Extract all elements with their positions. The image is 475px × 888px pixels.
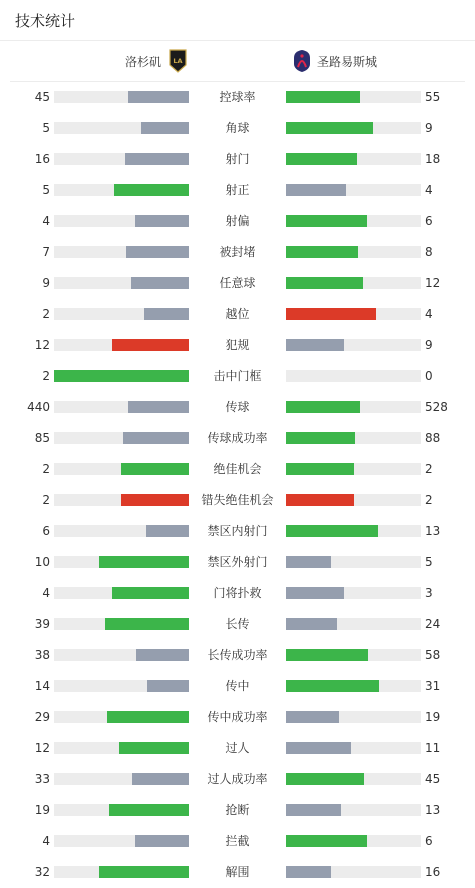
home-stat-bar-fill [125, 153, 189, 165]
away-stat-value: 4 [425, 307, 433, 321]
away-stat-value: 31 [425, 679, 441, 693]
home-stat-bar-fill [105, 618, 189, 630]
home-stat-bar [54, 711, 189, 723]
home-stat-value: 12 [34, 338, 50, 352]
stat-row [0, 732, 475, 763]
home-stat-bar-fill [135, 215, 189, 227]
home-stat-value: 19 [34, 803, 50, 817]
stat-row [0, 453, 475, 484]
stat-label: 犯规 [225, 338, 250, 352]
away-stat-bar-fill [286, 432, 355, 444]
home-stat-bar-fill [146, 525, 189, 537]
stat-label: 绝佳机会 [213, 462, 262, 476]
home-stat-bar [54, 804, 189, 816]
home-stat-bar [54, 463, 189, 475]
away-stat-bar [286, 866, 421, 878]
home-stat-bar-fill [141, 122, 189, 134]
away-stat-bar [286, 122, 421, 134]
away-stat-bar [286, 680, 421, 692]
away-stat-bar-fill [286, 246, 358, 258]
stat-row [0, 856, 475, 887]
away-stat-bar-fill [286, 773, 364, 785]
home-stat-bar [54, 866, 189, 878]
home-stat-value: 16 [34, 152, 50, 166]
home-stat-bar-fill [112, 587, 189, 599]
home-stat-bar-fill [147, 680, 189, 692]
stat-label: 抢断 [225, 803, 250, 817]
st-louis-city-crest-icon [293, 49, 311, 73]
home-stat-bar-fill [107, 711, 189, 723]
home-stat-value: 7 [42, 245, 50, 259]
home-stat-bar [54, 277, 189, 289]
away-stat-bar-fill [286, 277, 363, 289]
stat-label: 任意球 [219, 276, 256, 290]
away-stat-value: 18 [425, 152, 441, 166]
stat-row [0, 484, 475, 515]
away-stat-bar-fill [286, 494, 354, 506]
home-stat-value: 2 [42, 462, 50, 476]
stat-row [0, 360, 475, 391]
home-stat-bar-fill [54, 370, 189, 382]
home-stat-value: 4 [42, 214, 50, 228]
home-stat-bar [54, 401, 189, 413]
stat-label: 射门 [225, 152, 250, 166]
away-stat-bar [286, 835, 421, 847]
home-stat-bar [54, 773, 189, 785]
away-stat-value: 2 [425, 493, 433, 507]
away-team-name: 圣路易斯城 [317, 54, 378, 69]
home-stat-bar [54, 742, 189, 754]
away-stat-value: 0 [425, 369, 433, 383]
away-stat-bar [286, 153, 421, 165]
away-stat-bar-fill [286, 215, 367, 227]
stat-row [0, 236, 475, 267]
home-stat-bar [54, 215, 189, 227]
home-team-name: 洛杉矶 [124, 54, 161, 69]
home-stat-bar-fill [112, 339, 189, 351]
stat-row [0, 298, 475, 329]
away-stat-value: 3 [425, 586, 433, 600]
stat-label: 拦截 [225, 834, 250, 848]
teams-header [10, 41, 465, 82]
stat-label: 门将扑救 [213, 586, 262, 600]
away-stat-value: 88 [425, 431, 441, 445]
stat-row [0, 81, 475, 112]
home-stat-bar-fill [119, 742, 189, 754]
away-stat-bar-fill [286, 649, 368, 661]
away-stat-value: 6 [425, 214, 433, 228]
home-stat-bar [54, 587, 189, 599]
away-stat-bar [286, 91, 421, 103]
home-stat-value: 9 [42, 276, 50, 290]
home-stat-value: 5 [42, 183, 50, 197]
home-stat-bar-fill [132, 773, 189, 785]
away-stat-value: 4 [425, 183, 433, 197]
stat-row [0, 546, 475, 577]
stat-label: 越位 [225, 307, 250, 321]
stat-label: 过人 [225, 741, 250, 755]
away-stat-value: 11 [425, 741, 441, 755]
home-stat-bar [54, 91, 189, 103]
stat-row [0, 515, 475, 546]
home-stat-value: 4 [42, 586, 50, 600]
home-stat-bar [54, 618, 189, 630]
home-stat-bar-fill [121, 494, 189, 506]
away-stat-bar-fill [286, 463, 354, 475]
home-stat-value: 32 [34, 865, 50, 879]
away-stat-value: 528 [425, 400, 448, 414]
away-stat-bar [286, 339, 421, 351]
stat-row [0, 112, 475, 143]
svg-text:LA: LA [173, 57, 183, 65]
away-stat-bar [286, 618, 421, 630]
home-stat-value: 440 [27, 400, 50, 414]
home-team[interactable] [125, 48, 187, 74]
stat-label: 射偏 [225, 214, 250, 228]
home-stat-bar-fill [131, 277, 189, 289]
away-stat-bar [286, 432, 421, 444]
home-stat-value: 85 [34, 431, 50, 445]
stat-label: 传中成功率 [207, 710, 268, 724]
stat-row [0, 763, 475, 794]
away-stat-value: 9 [425, 338, 433, 352]
away-stat-bar-fill [286, 308, 376, 320]
away-stat-bar [286, 246, 421, 258]
away-stat-bar [286, 494, 421, 506]
home-stat-bar-fill [126, 246, 189, 258]
home-stat-value: 12 [34, 741, 50, 755]
stat-label: 控球率 [219, 90, 256, 104]
stat-row [0, 670, 475, 701]
away-stat-bar-fill [286, 122, 373, 134]
stat-label: 长传成功率 [207, 648, 268, 662]
away-stat-bar-fill [286, 711, 339, 723]
away-stat-value: 8 [425, 245, 433, 259]
home-stat-value: 39 [34, 617, 50, 631]
away-stat-bar-fill [286, 587, 344, 599]
home-stat-bar [54, 835, 189, 847]
away-stat-bar [286, 556, 421, 568]
home-stat-bar-fill [128, 401, 189, 413]
home-stat-bar [54, 680, 189, 692]
away-stat-bar-fill [286, 680, 379, 692]
home-stat-bar [54, 649, 189, 661]
home-stat-bar-fill [135, 835, 189, 847]
away-stat-bar-fill [286, 618, 337, 630]
away-stat-bar-fill [286, 401, 360, 413]
away-stat-bar [286, 742, 421, 754]
away-stat-bar [286, 773, 421, 785]
away-stat-bar-fill [286, 525, 378, 537]
away-stat-value: 24 [425, 617, 441, 631]
away-stat-value: 58 [425, 648, 441, 662]
away-stat-bar-fill [286, 91, 360, 103]
home-stat-bar [54, 432, 189, 444]
home-stat-bar-fill [128, 91, 189, 103]
away-stat-value: 55 [425, 90, 441, 104]
lafc-crest-icon [169, 49, 187, 73]
away-stat-bar-fill [286, 835, 367, 847]
stat-row [0, 794, 475, 825]
home-stat-bar-fill [136, 649, 189, 661]
away-stat-bar [286, 184, 421, 196]
stat-row [0, 701, 475, 732]
stat-row [0, 422, 475, 453]
stat-row [0, 639, 475, 670]
stat-label: 传中 [225, 679, 250, 693]
away-stat-value: 13 [425, 803, 441, 817]
stat-label: 禁区内射门 [207, 524, 268, 538]
home-stat-bar [54, 525, 189, 537]
home-stat-value: 14 [34, 679, 50, 693]
home-stat-bar [54, 153, 189, 165]
away-stat-bar [286, 277, 421, 289]
stat-label: 禁区外射门 [207, 555, 268, 569]
away-stat-value: 2 [425, 462, 433, 476]
stat-row [0, 205, 475, 236]
home-stat-bar-fill [99, 866, 189, 878]
away-stat-value: 19 [425, 710, 441, 724]
stat-label: 错失绝佳机会 [201, 493, 274, 507]
home-stat-value: 6 [42, 524, 50, 538]
away-stat-bar [286, 401, 421, 413]
home-stat-bar-fill [121, 463, 189, 475]
home-stat-bar-fill [114, 184, 189, 196]
home-stat-bar [54, 339, 189, 351]
home-stat-value: 2 [42, 493, 50, 507]
away-stat-bar-fill [286, 556, 331, 568]
stat-label: 被封堵 [219, 245, 256, 259]
home-stat-value: 4 [42, 834, 50, 848]
stat-label: 传球 [225, 400, 250, 414]
away-team[interactable] [293, 48, 377, 74]
home-stat-value: 38 [34, 648, 50, 662]
away-stat-value: 12 [425, 276, 441, 290]
stat-row [0, 329, 475, 360]
away-stat-value: 6 [425, 834, 433, 848]
home-stat-value: 5 [42, 121, 50, 135]
away-stat-bar-fill [286, 184, 346, 196]
home-stat-bar-fill [123, 432, 189, 444]
stat-label: 角球 [225, 121, 250, 135]
home-stat-bar-fill [99, 556, 189, 568]
away-stat-bar [286, 463, 421, 475]
stat-label: 长传 [225, 617, 250, 631]
away-stat-bar [286, 370, 421, 382]
home-stat-bar-fill [109, 804, 189, 816]
home-stat-bar [54, 122, 189, 134]
away-stat-value: 45 [425, 772, 441, 786]
stat-row [0, 143, 475, 174]
stat-row [0, 825, 475, 856]
away-stat-bar-fill [286, 804, 341, 816]
stat-row [0, 174, 475, 205]
home-stat-value: 45 [34, 90, 50, 104]
stat-row [0, 577, 475, 608]
stat-label: 射正 [225, 183, 250, 197]
home-stat-value: 10 [34, 555, 50, 569]
away-stat-bar [286, 587, 421, 599]
away-stat-value: 13 [425, 524, 441, 538]
header-bar [0, 0, 475, 41]
home-stat-value: 2 [42, 307, 50, 321]
home-stat-bar [54, 246, 189, 258]
stat-label: 过人成功率 [207, 772, 268, 786]
home-stat-bar [54, 308, 189, 320]
stat-row [0, 608, 475, 639]
stat-label: 击中门框 [213, 369, 262, 383]
away-stat-bar-fill [286, 153, 357, 165]
stat-label: 传球成功率 [207, 431, 268, 445]
home-stat-value: 33 [34, 772, 50, 786]
stat-row [0, 267, 475, 298]
stat-row [0, 391, 475, 422]
home-stat-bar-fill [144, 308, 189, 320]
home-stat-bar [54, 556, 189, 568]
away-stat-bar-fill [286, 742, 351, 754]
home-stat-value: 2 [42, 369, 50, 383]
home-stat-bar [54, 184, 189, 196]
away-stat-value: 16 [425, 865, 441, 879]
away-stat-bar [286, 308, 421, 320]
away-stat-bar-fill [286, 339, 344, 351]
home-stat-bar [54, 370, 189, 382]
home-stat-value: 29 [34, 710, 50, 724]
stat-label: 解围 [225, 865, 250, 879]
away-stat-bar-fill [286, 866, 331, 878]
away-stat-bar [286, 804, 421, 816]
away-stat-value: 5 [425, 555, 433, 569]
away-stat-bar [286, 215, 421, 227]
away-stat-bar [286, 525, 421, 537]
away-stat-bar [286, 649, 421, 661]
page-title: 技术统计 [15, 12, 76, 30]
away-stat-bar [286, 711, 421, 723]
home-stat-bar [54, 494, 189, 506]
away-stat-value: 9 [425, 121, 433, 135]
